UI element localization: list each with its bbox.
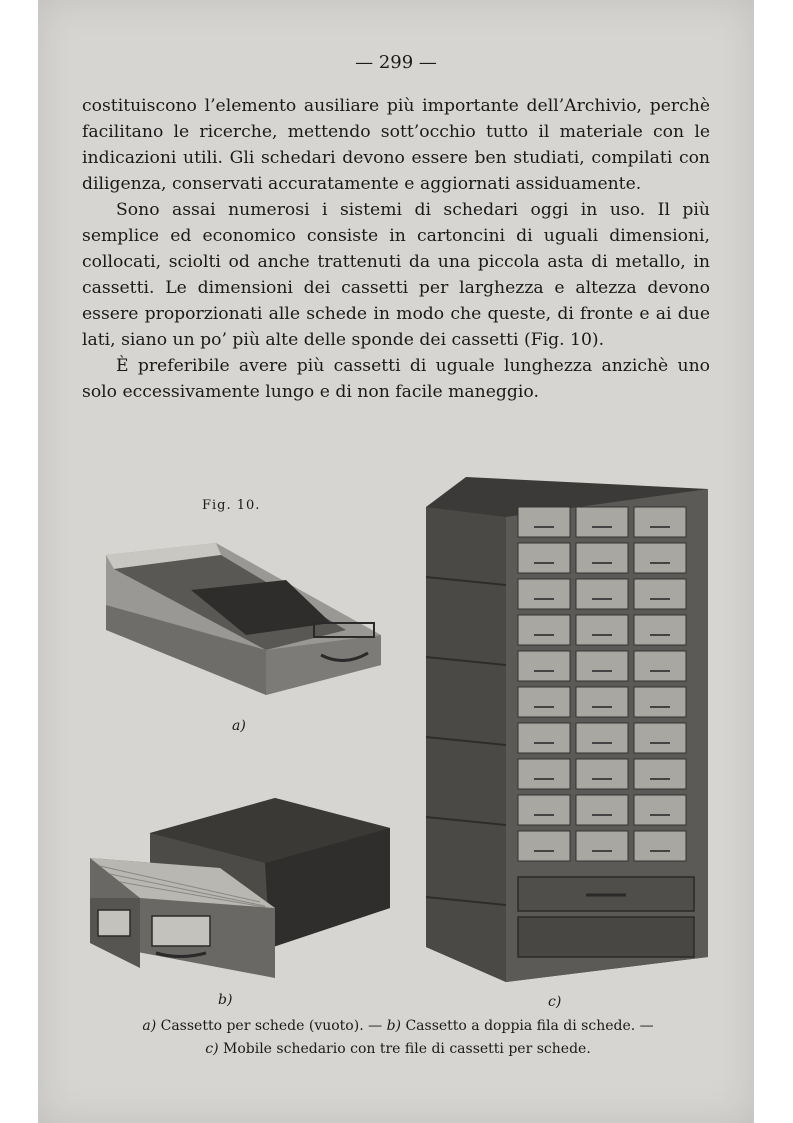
body-text — [82, 93, 710, 405]
label-b: b) — [218, 992, 233, 1008]
label-a: a) — [232, 718, 246, 734]
page-number: — 299 — — [355, 52, 437, 73]
caption-text-a: Cassetto per schede (vuoto). — — [156, 1018, 387, 1034]
caption-mark-a: a) — [142, 1018, 157, 1034]
caption-text-b: Cassetto a doppia fila di schede. — — [401, 1018, 654, 1034]
figure-label: Fig. 10. — [202, 498, 261, 513]
paragraph-3: È preferibile avere più cassetti di uguale lunghezza anzichè uno solo eccessivamente lungo e di non facile maneggio. — [82, 356, 710, 402]
paragraph-1: costituiscono l’elemento ausiliare più importante dell’Archivio, perchè facilitano le ricerche, mettendo sott’occhio tutto il materiale con le indicazioni utili. Gli schedari devono essere ben studiati, compilati con diligenza, conservati accuratamente e aggiornati assiduamente. — [82, 96, 710, 194]
paragraph-2: Sono assai numerosi i sistemi di schedari oggi in uso. Il più semplice ed economico consiste in cartoncini di uguali dimensioni, collocati, sciolti od anche trattenuti da una piccola asta di metallo, in cassetti. Le dimensioni dei cassetti per larghezza e altezza devono essere proporzionati alle schede in modo che queste, di fronte e ai due lati, siano un po’ più alte delle sponde dei cassetti (Fig. 10). — [82, 200, 710, 350]
double-row-drawer-illustration — [90, 798, 390, 983]
filing-cabinet-illustration — [426, 477, 708, 987]
empty-drawer-illustration — [96, 535, 386, 700]
caption-mark-c: c) — [205, 1041, 219, 1057]
caption-text-c: Mobile schedario con tre file di cassetti per schede. — [218, 1041, 591, 1057]
book-page — [38, 0, 754, 1123]
figure-caption — [74, 1015, 722, 1061]
label-c: c) — [548, 994, 562, 1010]
caption-mark-b: b) — [386, 1018, 401, 1034]
